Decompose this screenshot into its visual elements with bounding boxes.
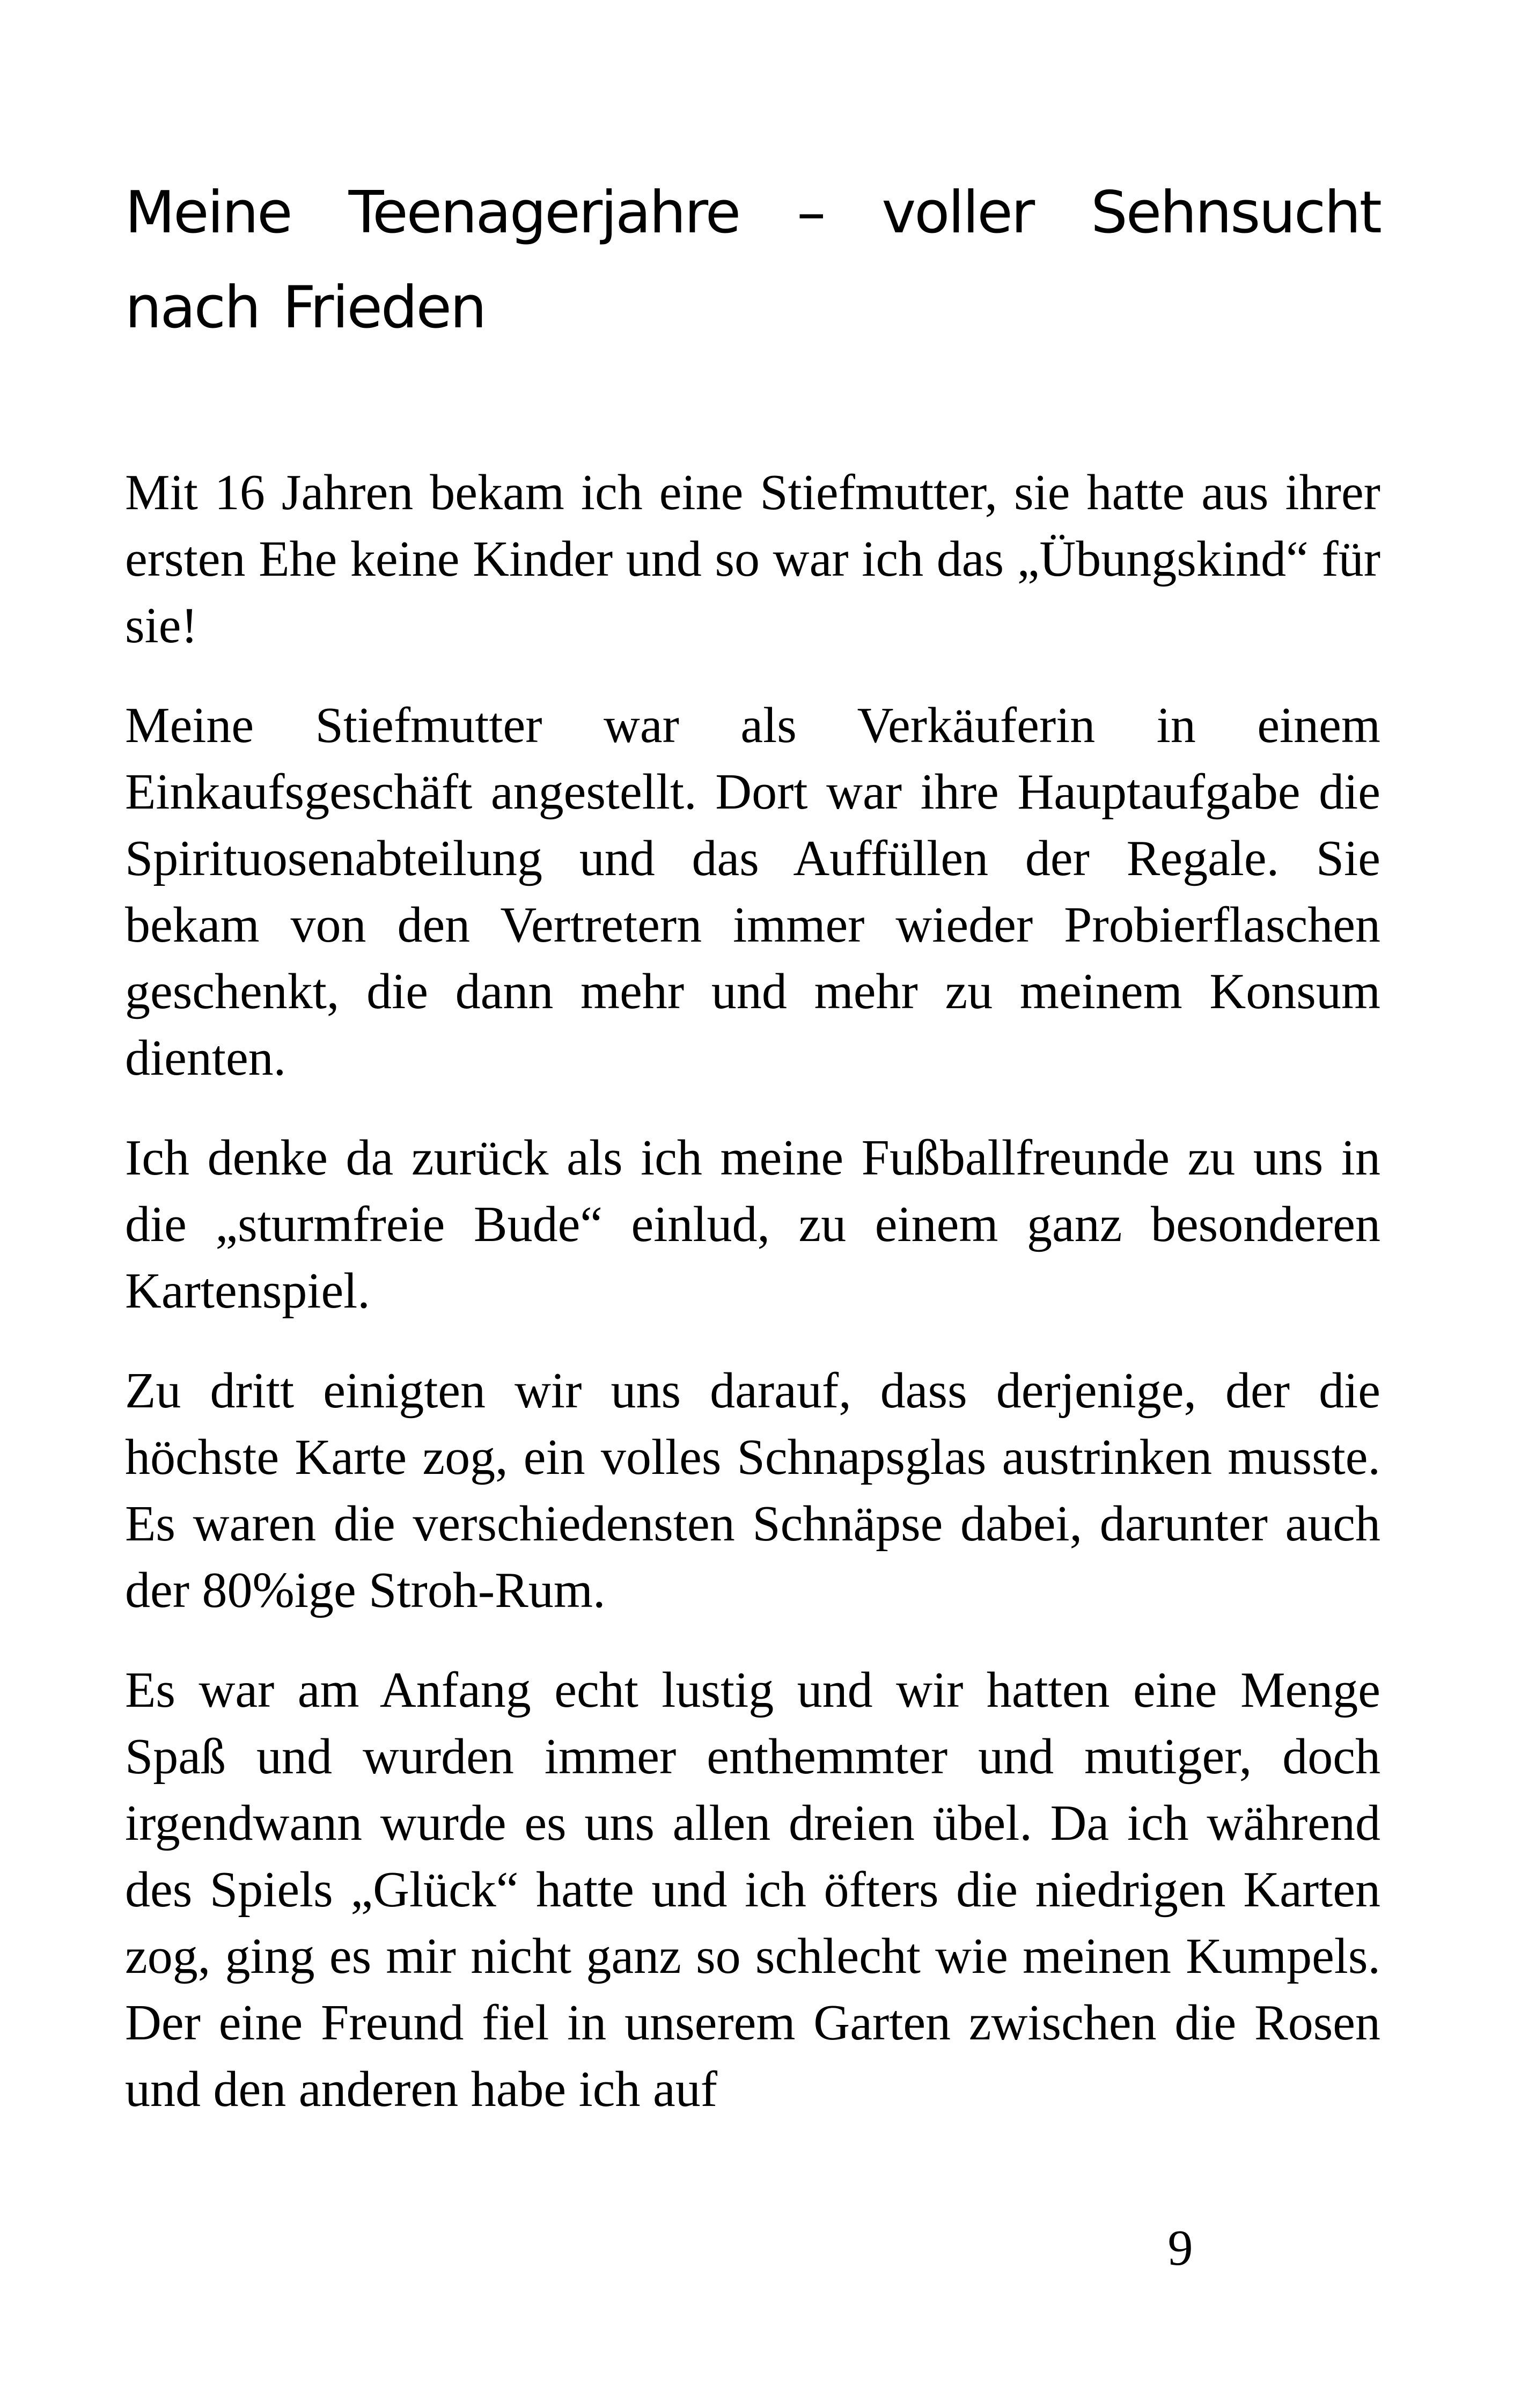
paragraph: Meine Stiefmutter war als Verkäuferin in einem Einkaufsgeschäft angestellt. Dort war ihre Hauptaufgabe die Spirituosenabteilung und das Auffüllen der Regale. Sie bekam von den Vertretern immer wieder Probierflaschen geschenkt, die dann mehr und mehr zu meinem Konsum dienten. xyxy=(125,698,1380,1086)
paragraph: Mit 16 Jahren bekam ich eine Stiefmutter, sie hatte aus ihrer ersten Ehe keine Kinder und so war ich das „Übungskind“ für sie! xyxy=(125,465,1380,654)
chapter-heading-line-2: nach Frieden xyxy=(125,274,486,341)
paragraph: Ich denke da zurück als ich meine Fußballfreunde zu uns in die „sturmfreie Bude“ einlud, zu einem ganz besonderen Kartenspiel. xyxy=(125,1130,1380,1319)
body-text xyxy=(125,459,1380,2156)
paragraph: Zu dritt einigten wir uns darauf, dass derjenige, der die höchste Karte zog, ein volles Schnapsglas austrinken musste. Es waren die verschiedensten Schnäpse dabei, darunter auch der 80%ige Stroh-Rum. xyxy=(125,1363,1380,1618)
chapter-heading xyxy=(125,165,1380,355)
paragraph: Es war am Anfang echt lustig und wir hatten eine Menge Spaß und wurden immer enthemmter und mutiger, doch irgendwann wurde es uns allen dreien übel. Da ich während des Spiels „Glück“ hatte und ich öfters die niedrigen Karten zog, ging es mir nicht ganz so schlecht wie meinen Kumpels. Der eine Freund fiel in unserem Garten zwischen die Rosen und den anderen habe ich auf xyxy=(125,1662,1380,2117)
page-number: 9 xyxy=(1167,2220,1193,2276)
chapter-heading-line-1: Meine Teenagerjahre – voller Sehnsucht xyxy=(125,179,1380,246)
